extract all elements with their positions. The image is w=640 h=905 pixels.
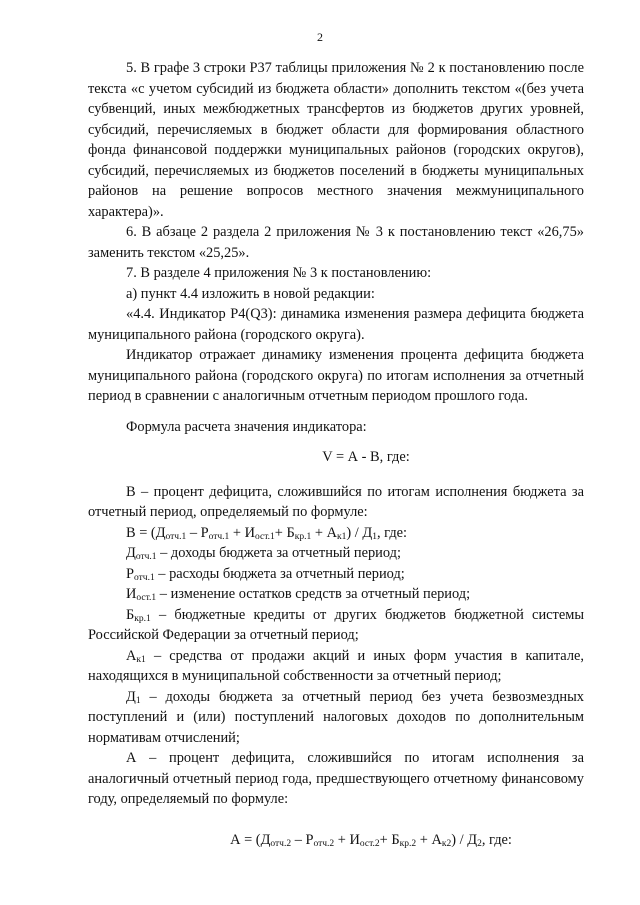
document-body bbox=[88, 58, 584, 850]
definition-b: В – процент дефицита, сложившийся по итогам исполнения бюджета за отчетный период, определяемый по формуле: bbox=[88, 483, 584, 520]
indicator-description: Индикатор отражает динамику изменения процента дефицита бюджета муниципального района (городского округа) по итогам исполнения за отчетный период в сравнении с аналогичным отчетным периодом прошлого года. bbox=[88, 347, 584, 404]
definition-a-k1: $А_{к1}$ – средства от продажи акций и иных форм участия в капитале, находящихся в муниципальной собственности за отчетный период; bbox=[88, 647, 584, 684]
page-number: 2 bbox=[317, 30, 323, 44]
definition-a: А – процент дефицита, сложившийся по итогам исполнения за аналогичный отчетный период года, предшествующего отчетному финансовому году, определяемый по формуле: bbox=[88, 750, 584, 807]
definition-d1: $Д_1$ – доходы бюджета за отчетный период без учета безвозмездных поступлений и (или) поступлений налоговых доходов по дополнительным нормативам отчислений; bbox=[88, 688, 584, 746]
formula-b: $В = (Д_{отч.1} - Р_{отч.1} + И_{ост.1}+ Б_{кр.1} + А_{к1}) / Д_1$, где: bbox=[126, 524, 408, 542]
indicator-title: «4.4. Индикатор Р4(Q3): динамика изменения размера дефицита бюджета муниципального района (городского округа). bbox=[88, 306, 584, 343]
definition-i-ost1: $И_{ост.1}$ – изменение остатков средств за отчетный период; bbox=[126, 586, 471, 603]
paragraph-6: 6. В абзаце 2 раздела 2 приложения № 3 к постановлению текст «26,75» заменить текстом «25,25». bbox=[88, 224, 584, 261]
formula-intro: Формула расчета значения индикатора: bbox=[126, 418, 367, 435]
paragraph-5: 5. В графе 3 строки Р37 таблицы приложения № 2 к постановлению после текста «с учетом субсидий из бюджета области» дополнить текстом «(без учета субвенций, иных межбюджетных трансфертов из бюджетов других уровней, субсидий, перечисляемых в бюджет области для формирования областного фонда финансовой поддержки муниципальных районов (городских округов), субсидий, перечисляемых из бюджетов поселений в бюджеты муниципальных районов на решение вопросов местного значения межмуниципального характера)». bbox=[88, 60, 584, 220]
paragraph-7: 7. В разделе 4 приложения № 3 к постановлению: bbox=[126, 265, 432, 281]
definition-d-otch1: $Д_{отч.1}$ – доходы бюджета за отчетный период; bbox=[126, 545, 401, 562]
subitem-a: а) пункт 4.4 изложить в новой редакции: bbox=[126, 285, 375, 302]
formula-v: V = А - В, где: bbox=[322, 449, 410, 465]
definition-r-otch1: $Р_{отч.1}$ – расходы бюджета за отчетный период; bbox=[126, 565, 405, 583]
formula-a: $А = (Д_{отч.2} - Р_{отч.2} + И_{ост.2}+ Б_{кр.2} + А_{к2}) / Д_2$, где: bbox=[230, 831, 512, 849]
definition-b-kr1: $Б_{кр.1}$ – бюджетные кредиты от других бюджетов бюджетной системы Российской Федерации за отчетный период; bbox=[88, 606, 584, 643]
